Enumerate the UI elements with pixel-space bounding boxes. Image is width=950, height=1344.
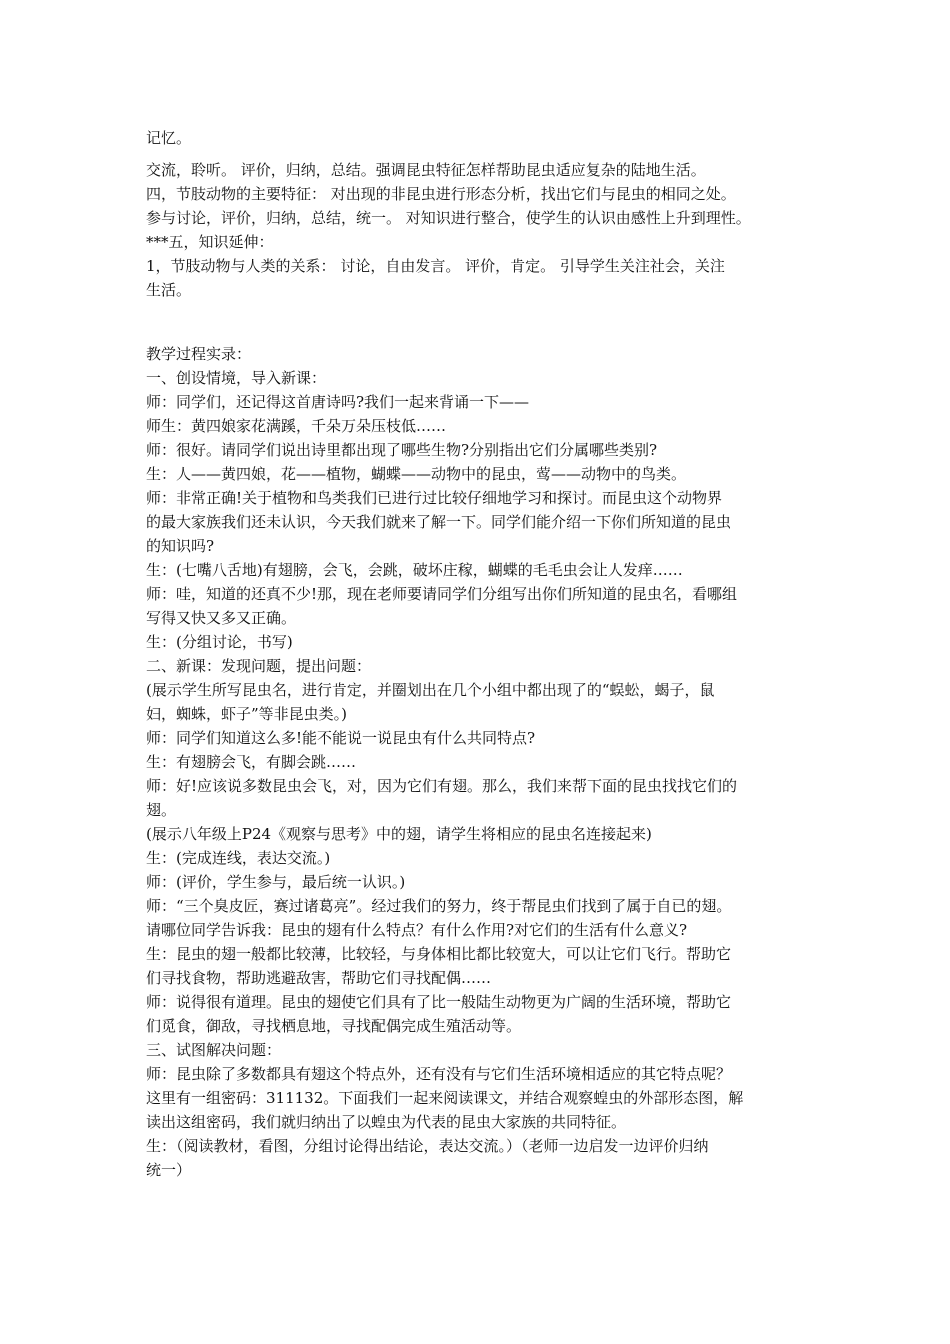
subsection-title: 二、新课：发现问题，提出问题： — [146, 657, 372, 675]
dialogue-line: 们觅食，御敌，寻找栖息地，寻找配偶完成生殖活动等。 — [146, 1017, 522, 1035]
dialogue-line: (展示学生所写昆虫名，进行肯定，并圈划出在几个小组中都出现了的“蜈蚣，蝎子，鼠 — [146, 681, 715, 699]
section-title: 教学过程实录： — [146, 345, 252, 363]
dialogue-line: 统一） — [146, 1161, 192, 1179]
dialogue-line: 师：好!应该说多数昆虫会飞，对，因为它们有翅。那么，我们来帮下面的昆虫找找它们的 — [146, 777, 738, 795]
dialogue-line: 生：(完成连线，表达交流。) — [146, 849, 331, 867]
text-line: 交流，聆听。 评价，归纳，总结。强调昆虫特征怎样帮助昆虫适应复杂的陆地生活。 — [146, 161, 706, 179]
text-line: 参与讨论，评价，归纳，总结，统一。 对知识进行整合，使学生的认识由感性上升到理性。 — [146, 209, 751, 227]
dialogue-line: 生：人——黄四娘，花——植物，蝴蝶——动物中的昆虫，莺——动物中的鸟类。 — [146, 465, 687, 483]
dialogue-line: 写得又快又多又正确。 — [146, 609, 297, 627]
dialogue-line: 生：（阅读教材，看图，分组讨论得出结论，表达交流。）（老师一边启发一边评价归纳 — [146, 1137, 709, 1155]
dialogue-line: 师：同学们知道这么多!能不能说一说昆虫有什么共同特点? — [146, 729, 536, 747]
dialogue-line: 生：(分组讨论，书写) — [146, 633, 293, 651]
dialogue-line: 师：“三个臭皮匠，赛过诸葛亮”。经过我们的努力，终于帮昆虫们找到了属于自已的翅。 — [146, 897, 732, 915]
dialogue-line: 请哪位同学告诉我：昆虫的翅有什么特点？有什么作用?对它们的生活有什么意义? — [146, 921, 688, 939]
dialogue-line: 妇，蜘蛛，虾子”等非昆虫类。) — [146, 705, 348, 723]
top-text-block — [146, 126, 826, 150]
text-line: 四，节肢动物的主要特征： 对出现的非昆虫进行形态分析，找出它们与昆虫的相同之处。 — [146, 185, 736, 203]
dialogue-line: 师：昆虫除了多数都具有翅这个特点外，还有没有与它们生活环境相适应的其它特点呢？ — [146, 1065, 732, 1083]
text-line: 记忆。 — [146, 129, 192, 147]
dialogue-line: 师：同学们，还记得这首唐诗吗?我们一起来背诵一下—— — [146, 393, 530, 411]
text-line: ***五，知识延伸： — [146, 233, 274, 251]
dialogue-line: 这里有一组密码：311132。下面我们一起来阅读课文，并结合观察蝗虫的外部形态图，解 — [146, 1089, 744, 1107]
dialogue-line: 师生：黄四娘家花满蹊，千朵万朵压枝低…… — [146, 417, 447, 435]
dialogue-line: (展示八年级上P24《观察与思考》中的翅，请学生将相应的昆虫名连接起来) — [146, 825, 652, 843]
dialogue-line: 的最大家族我们还未认识，今天我们就来了解一下。同学们能介绍一下你们所知道的昆虫 — [146, 513, 732, 531]
dialogue-line: 生：昆虫的翅一般都比较薄，比较轻，与身体相比都比较宽大，可以让它们飞行。帮助它 — [146, 945, 732, 963]
dialogue-line: 读出这组密码，我们就归纳出了以蝗虫为代表的昆虫大家族的共同特征。 — [146, 1113, 627, 1131]
dialogue-line: 师：哇，知道的还真不少!那，现在老师要请同学们分组写出你们所知道的昆虫名，看哪组 — [146, 585, 738, 603]
text-line: 1，节肢动物与人类的关系： 讨论，自由发言。 评价，肯定。 引导学生关注社会，关注 — [146, 257, 725, 275]
teaching-record-block — [146, 342, 826, 1182]
dialogue-line: 的知识吗? — [146, 537, 215, 555]
lesson-outline-block — [146, 158, 826, 302]
dialogue-line: 生：有翅膀会飞，有脚会跳…… — [146, 753, 357, 771]
subsection-title: 三、试图解决问题： — [146, 1041, 282, 1059]
subsection-title: 一、创设情境，导入新课： — [146, 369, 327, 387]
dialogue-line: 们寻找食物，帮助逃避敌害，帮助它们寻找配偶…… — [146, 969, 492, 987]
dialogue-line: 翅。 — [146, 801, 177, 819]
dialogue-line: 生：(七嘴八舌地)有翅膀，会飞，会跳，破坏庄稼，蝴蝶的毛毛虫会让人发痒…… — [146, 561, 683, 579]
dialogue-line: 师：(评价，学生参与，最后统一认识。) — [146, 873, 406, 891]
dialogue-line: 师：说得很有道理。昆虫的翅使它们具有了比一般陆生动物更为广阔的生活环境，帮助它 — [146, 993, 732, 1011]
text-line: 生活。 — [146, 281, 192, 299]
dialogue-line: 师：很好。请同学们说出诗里都出现了哪些生物?分别指出它们分属哪些类别? — [146, 441, 658, 459]
dialogue-line: 师：非常正确!关于植物和鸟类我们已进行过比较仔细地学习和探讨。而昆虫这个动物界 — [146, 489, 723, 507]
